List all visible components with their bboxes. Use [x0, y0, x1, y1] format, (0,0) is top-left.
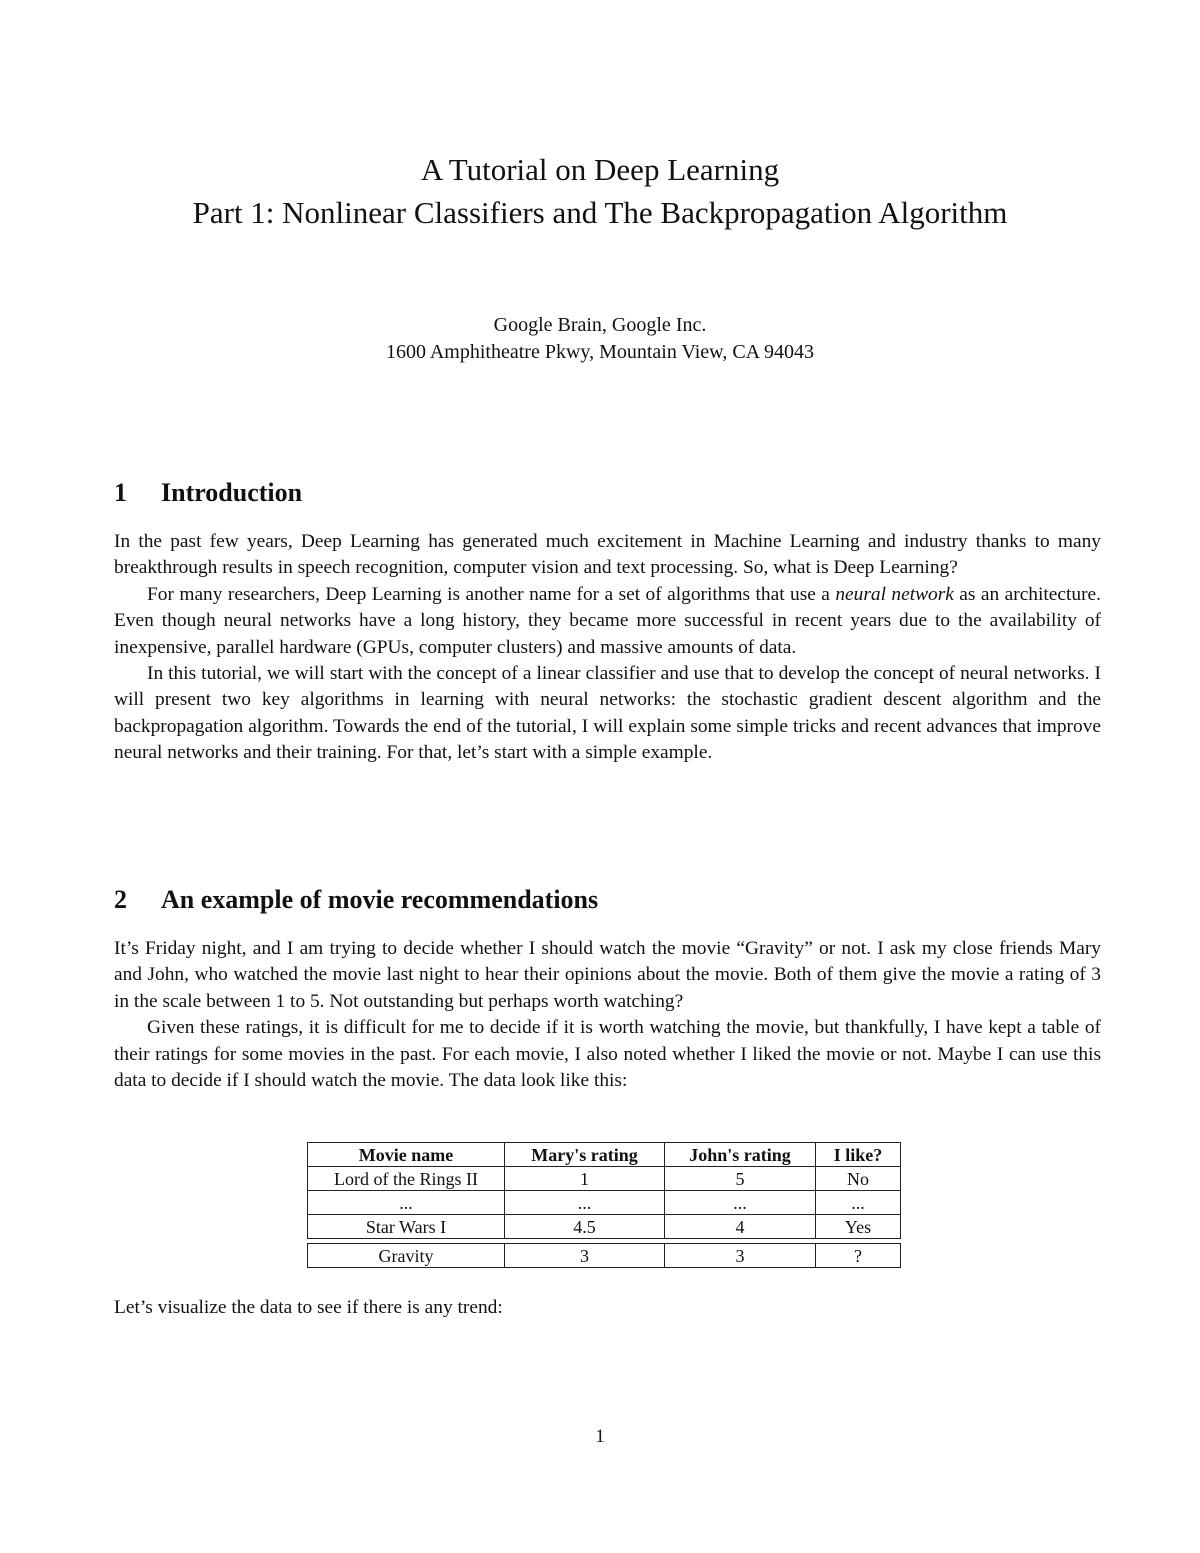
cell-movie-name: ...: [308, 1191, 505, 1215]
cell-john-rating: 3: [665, 1244, 816, 1268]
paragraph-text: as an architecture. Even though neural networks have a long history, they became more successful in recent years due to the availability of inexpensive, parallel hardware (GPUs, computer clusters) and massive amounts of data.: [114, 583, 1101, 658]
cell-movie-name: Star Wars I: [308, 1215, 505, 1239]
cell-john-rating: 5: [665, 1167, 816, 1191]
cell-i-like: ?: [816, 1244, 901, 1268]
table-row: [308, 1191, 901, 1215]
cell-i-like: Yes: [816, 1215, 901, 1239]
title-line-1: A Tutorial on Deep Learning: [420, 152, 780, 187]
paper-title: [0, 148, 1200, 234]
cell-mary-rating: 4.5: [505, 1215, 665, 1239]
header-mary-rating: Mary's rating: [505, 1143, 665, 1167]
paragraph: [114, 582, 1101, 661]
table-row: [308, 1215, 901, 1239]
section-heading-introduction: [114, 477, 302, 509]
affiliation: Google Brain, Google Inc.: [493, 314, 707, 336]
author-info: [0, 312, 1200, 366]
movie-example-body: [114, 936, 1101, 1094]
section-title: An example of movie recommendations: [161, 885, 599, 914]
post-table-text: [114, 1295, 1101, 1321]
query-table: [307, 1243, 901, 1268]
paragraph-text: For many researchers, Deep Learning is another name for a set of algorithms that use a: [147, 583, 836, 605]
cell-movie-name: Lord of the Rings II: [308, 1167, 505, 1191]
paragraph: It’s Friday night, and I am trying to decide whether I should watch the movie “Gravity” or not. I ask my close friends Mary and John, who watched the movie last night to hear their opinions about the movie. Both of them give the movie a rating of 3 in the scale between 1 to 5. Not outstanding but perhaps worth watching?: [114, 938, 1101, 1012]
section-number: 1: [114, 478, 127, 507]
introduction-body: [114, 529, 1101, 767]
header-movie-name: Movie name: [308, 1143, 505, 1167]
section-number: 2: [114, 885, 127, 914]
cell-i-like: ...: [816, 1191, 901, 1215]
header-i-like: I like?: [816, 1143, 901, 1167]
table-header-row: [308, 1143, 901, 1167]
cell-mary-rating: 1: [505, 1167, 665, 1191]
cell-mary-rating: 3: [505, 1244, 665, 1268]
paragraph: In the past few years, Deep Learning has generated much excitement in Machine Learning and industry thanks to many breakthrough results in speech recognition, computer vision and text processing. So, what is Deep Learning?: [114, 531, 1101, 579]
cell-mary-rating: ...: [505, 1191, 665, 1215]
cell-john-rating: 4: [665, 1215, 816, 1239]
ratings-table: [307, 1142, 901, 1239]
paragraph: Let’s visualize the data to see if there is any trend:: [114, 1297, 503, 1318]
section-heading-movie-recommendations: [114, 884, 598, 916]
table-row-query: [308, 1244, 901, 1268]
cell-john-rating: ...: [665, 1191, 816, 1215]
title-line-2: Part 1: Nonlinear Classifiers and The Backpropagation Algorithm: [192, 195, 1008, 230]
page-number: 1: [595, 1426, 605, 1447]
header-john-rating: John's rating: [665, 1143, 816, 1167]
emphasis-neural-network: neural network: [835, 583, 954, 605]
paragraph: Given these ratings, it is difficult for me to decide if it is worth watching the movie, but thankfully, I have kept a table of their ratings for some movies in the past. For each movie, I also noted whether I liked the movie or not. Maybe I can use this data to decide if I should watch the movie. The data look like this:: [114, 1017, 1101, 1092]
section-title: Introduction: [161, 478, 303, 507]
cell-movie-name: Gravity: [308, 1244, 505, 1268]
paragraph: In this tutorial, we will start with the concept of a linear classifier and use that to develop the concept of neural networks. I will present two key algorithms in learning with neural networks: the stochastic gradient descent algorithm and the backpropagation algorithm. Towards the end of the tutorial, I will explain some simple tricks and recent advances that improve neural networks and their training. For that, let’s start with a simple example.: [114, 663, 1101, 764]
table-row: [308, 1167, 901, 1191]
address: 1600 Amphitheatre Pkwy, Mountain View, CA 94043: [385, 341, 815, 363]
cell-i-like: No: [816, 1167, 901, 1191]
